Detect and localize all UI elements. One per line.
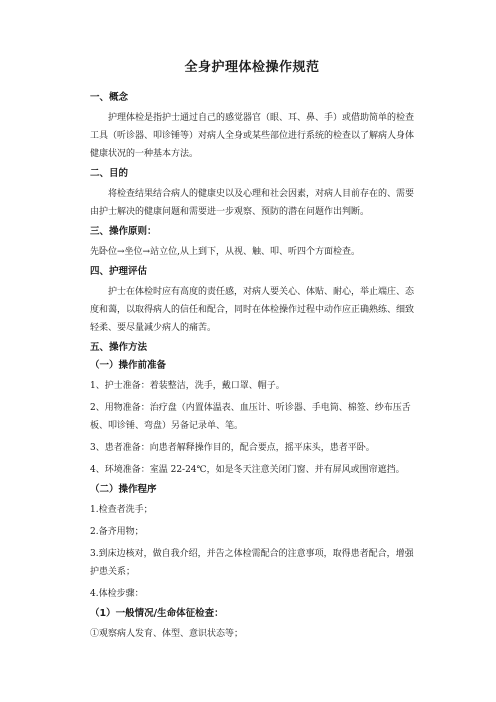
general-item-observe: ①观察病人发育、体型、意识状态等； xyxy=(90,629,244,639)
section-heading-concept: 一、概念 xyxy=(90,92,129,103)
procedure-item-steps: 4.体检步骤： xyxy=(90,589,144,599)
section-body-concept: 护理体检是指护士通过自己的感觉器官（眼、耳、鼻、手）或借助简单的检查工具（听诊器、叩诊锤等）对病人全身或某些部位进行系统的检查以了解病人身体健康状况的一种基本方法。 xyxy=(90,113,415,159)
section-body-assessment: 护士在体检时应有高度的责任感，对病人要关心、体贴、耐心，举止端庄、态度和蔼，以取得病人的信任和配合，同时在体检操作过程中动作应正确熟练、细致轻柔、要尽量减少病人的痛苦。 xyxy=(90,287,415,333)
prep-item-patient: 3、患者准备：向患者解释操作目的，配合要点，摇平床头，患者平卧。 xyxy=(90,443,375,453)
subsection-heading-general: （1）一般情况/生命体征检查： xyxy=(90,608,224,619)
subsection-heading-procedure: （二）操作程序 xyxy=(90,484,157,495)
section-body-purpose: 将检查结果结合病人的健康史以及心理和社会因素，对病人目前存在的、需要由护士解决的健康问题和需要进一步观察、预防的潜在问题作出判断。 xyxy=(90,189,415,217)
procedure-item-supplies: 2.备齐用物； xyxy=(90,527,144,537)
procedure-item-wash: 1.检查者洗手； xyxy=(90,505,153,515)
section-body-principle: 先卧位→坐位→站立位,从上到下，从视、触、叩、听四个方面检查。 xyxy=(90,247,360,257)
subsection-heading-preparation: （一）操作前准备 xyxy=(90,360,167,371)
section-heading-assessment: 四、护理评估 xyxy=(90,266,148,277)
prep-item-supplies: 2、用物准备：治疗盘（内置体温表、血压计、听诊器、手电筒、棉签、纱布压舌板、叩诊锤、弯盘）另备记录单、笔。 xyxy=(90,403,411,431)
section-heading-principle: 三、操作原则： xyxy=(90,226,157,237)
document-title: 全身护理体检操作规范 xyxy=(184,60,320,75)
procedure-item-verify: 3.到床边核对，做自我介绍，并告之体检需配合的注意事项，取得患者配合，增强护患关系； xyxy=(90,549,414,577)
section-heading-method: 五、操作方法 xyxy=(90,342,148,353)
prep-item-nurse: 1、护士准备：着装整洁，洗手，戴口罩、帽子。 xyxy=(90,381,285,391)
section-heading-purpose: 二、目的 xyxy=(90,168,129,179)
prep-item-environment: 4、环境准备：室温 22-24℃，如是冬天注意关闭门窗、并有屏风或围帘遮挡。 xyxy=(90,465,405,475)
